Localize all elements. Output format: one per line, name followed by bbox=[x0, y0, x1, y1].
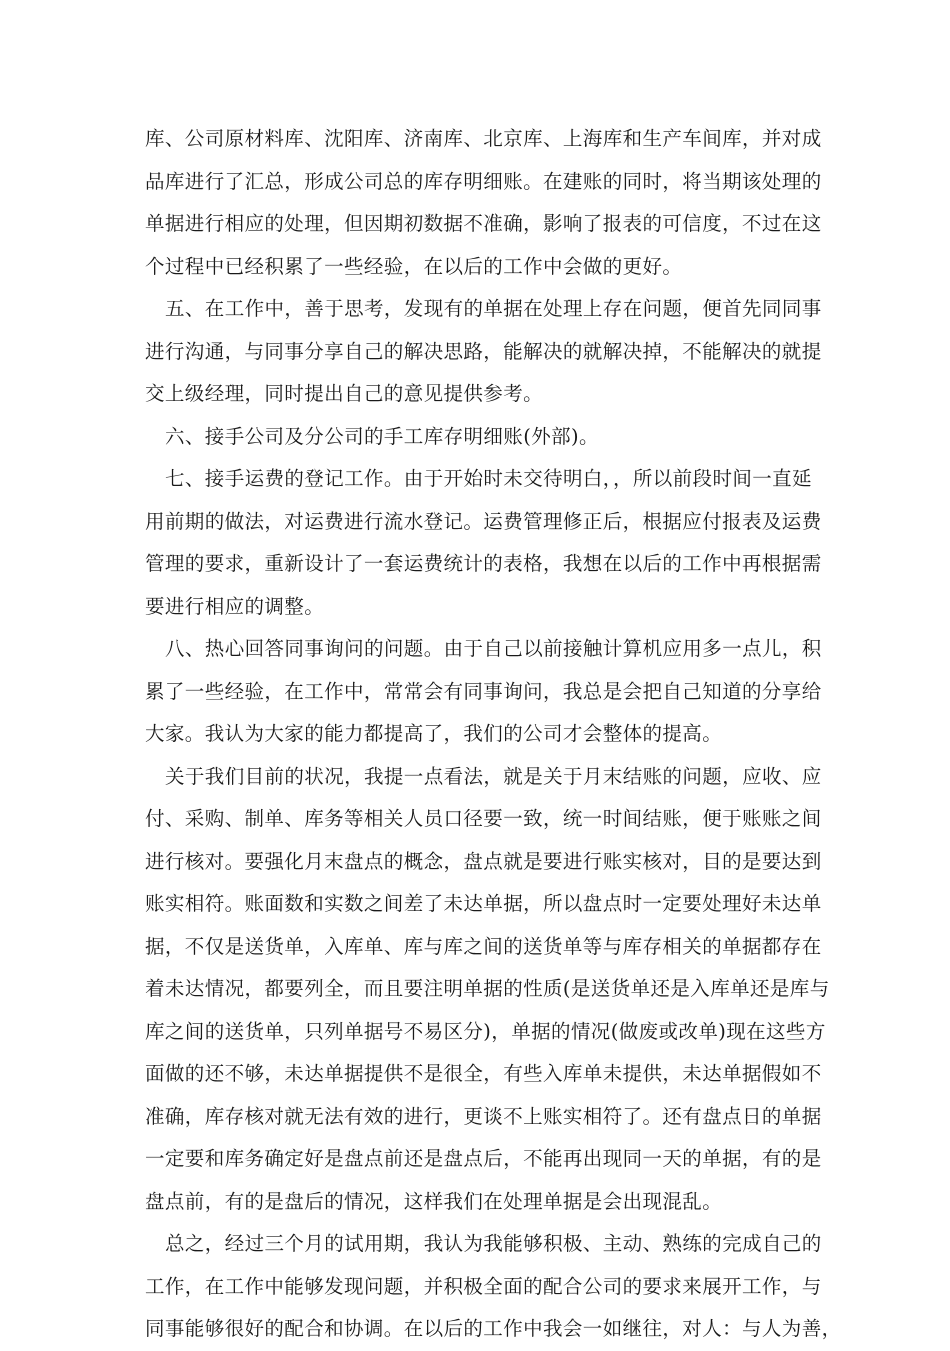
text-line: 面做的还不够，未达单据提供不是很全，有些入库单未提供，未达单据假如不 bbox=[145, 1062, 822, 1085]
text-line: 进行沟通，与同事分享自己的解决思路，能解决的就解决掉，不能解决的就提 bbox=[145, 339, 822, 363]
text-line: 总之，经过三个月的试用期，我认为我能够积极、主动、熟练的完成自己的 bbox=[165, 1232, 822, 1255]
text-line: 品库进行了汇总，形成公司总的库存明细账。在建账的同时，将当期该处理的 bbox=[145, 169, 822, 193]
text-line: 同事能够很好的配合和协调。在以后的工作中我会一如继往，对人：与人为善， bbox=[145, 1317, 842, 1340]
text-line: 工作，在工作中能够发现问题，并积极全面的配合公司的要求来展开工作，与 bbox=[145, 1274, 822, 1298]
text-line: 六、接手公司及分公司的手工库存明细账(外部)。 bbox=[165, 424, 599, 448]
text-line: 八、热心回答同事询问的问题。由于自己以前接触计算机应用多一点儿，积 bbox=[165, 637, 822, 660]
text-line: 用前期的做法，对运费进行流水登记。运费管理修正后，根据应付报表及运费 bbox=[145, 509, 822, 533]
text-line: 单据进行相应的处理，但因期初数据不准确，影响了报表的可信度，不过在这 bbox=[145, 212, 822, 235]
text-line: 着未达情况，都要列全，而且要注明单据的性质(是送货单还是入库单还是库与 bbox=[145, 977, 830, 1000]
text-line: 账实相符。账面数和实数之间差了未达单据，所以盘点时一定要处理好未达单 bbox=[145, 892, 822, 915]
text-line: 准确，库存核对就无法有效的进行，更谈不上账实相符了。还有盘点日的单据 bbox=[145, 1104, 822, 1128]
text-line: 库、公司原材料库、沈阳库、济南库、北京库、上海库和生产车间库，并对成 bbox=[145, 127, 822, 150]
text-line: 付、采购、制单、库务等相关人员口径要一致，统一时间结账，便于账账之间 bbox=[145, 807, 822, 830]
text-line: 盘点前，有的是盘后的情况，这样我们在处理单据是会出现混乱。 bbox=[145, 1189, 723, 1213]
text-line: 管理的要求，重新设计了一套运费统计的表格，我想在以后的工作中再根据需 bbox=[145, 552, 822, 575]
text-line: 要进行相应的调整。 bbox=[145, 594, 325, 618]
text-line: 五、在工作中，善于思考，发现有的单据在处理上存在问题，便首先同同事 bbox=[165, 297, 822, 320]
text-line: 交上级经理，同时提出自己的意见提供参考。 bbox=[145, 382, 544, 405]
text-line: 大家。我认为大家的能力都提高了，我们的公司才会整体的提高。 bbox=[145, 722, 723, 745]
text-line: 进行核对。要强化月末盘点的概念，盘点就是要进行账实核对，目的是要达到 bbox=[145, 849, 822, 873]
text-line: 关于我们目前的状况，我提一点看法，就是关于月末结账的问题，应收、应 bbox=[165, 764, 822, 788]
text-line: 库之间的送货单，只列单据号不易区分)，单据的情况(做废或改单)现在这些方 bbox=[145, 1019, 826, 1043]
text-line: 一定要和库务确定好是盘点前还是盘点后，不能再出现同一天的单据，有的是 bbox=[145, 1147, 822, 1170]
text-line: 累了一些经验，在工作中，常常会有同事询问，我总是会把自己知道的分享给 bbox=[145, 679, 822, 703]
text-line: 个过程中已经积累了一些经验，在以后的工作中会做的更好。 bbox=[145, 254, 683, 278]
text-line: 七、接手运费的登记工作。由于开始时未交待明白，，所以前段时间一直延 bbox=[165, 467, 812, 490]
text-line: 据，不仅是送货单，入库单、库与库之间的送货单等与库存相关的单据都存在 bbox=[145, 934, 822, 958]
document-body bbox=[145, 118, 842, 1351]
